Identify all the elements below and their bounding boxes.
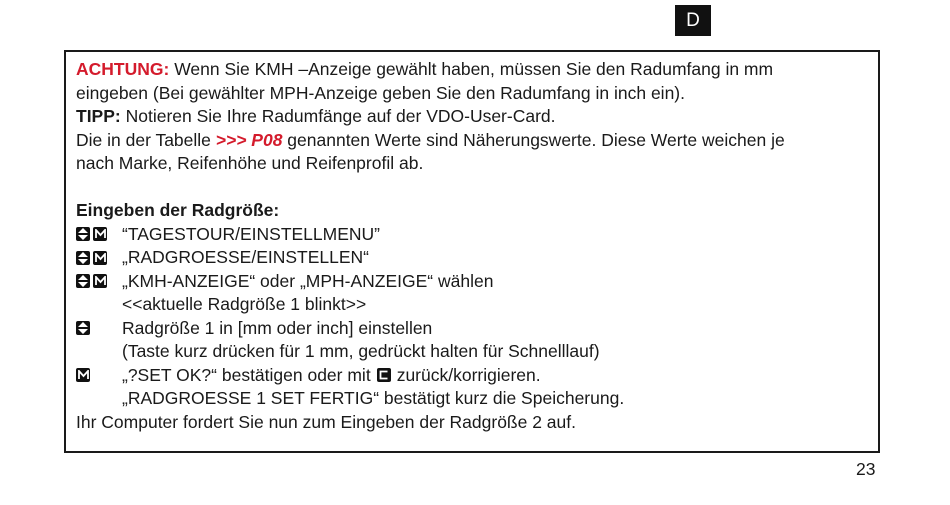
language-tab: D	[675, 5, 711, 36]
table-reference-link[interactable]: >>> P08	[215, 129, 283, 150]
back-button-icon	[377, 368, 391, 382]
step-1-icons	[76, 227, 122, 241]
mode-button-icon	[93, 251, 107, 265]
step-1-text: “TAGESTOUR/EINSTELLMENU”	[122, 223, 380, 244]
step-2-text: „RADGROESSE/EINSTELLEN“	[122, 247, 369, 267]
mode-button-icon	[93, 227, 107, 241]
table-line-2: nach Marke, Reifenhöhe und Reifenprofil ab.	[76, 153, 424, 173]
achtung-line-1	[76, 58, 876, 82]
step-5-text-after: zurück/korrigieren.	[396, 364, 541, 385]
step-2	[76, 246, 876, 270]
table-line-1	[76, 129, 876, 153]
section-heading: Eingeben der Radgröße:	[76, 200, 280, 220]
step-3-note: <<aktuelle Radgröße 1 blinkt>>	[122, 294, 367, 314]
step-4-text: Radgröße 1 in [mm oder inch] einstellen	[122, 317, 433, 338]
step-5	[76, 364, 876, 388]
step-3	[76, 270, 876, 294]
manual-content	[76, 58, 876, 434]
step-4-note: (Taste kurz drücken für 1 mm, gedrückt halten für Schnelllauf)	[122, 341, 600, 361]
table-text-before: Die in der Tabelle	[76, 129, 216, 150]
up-down-button-icon	[76, 321, 90, 335]
closing-line: Ihr Computer fordert Sie nun zum Eingeben der Radgröße 2 auf.	[76, 411, 576, 432]
step-3-icons	[76, 274, 122, 288]
up-down-button-icon	[76, 274, 90, 288]
step-5-icons	[76, 368, 122, 382]
step-4	[76, 317, 876, 341]
achtung-text-1: Wenn Sie KMH –Anzeige gewählt haben, müssen Sie den Radumfang in mm	[169, 59, 774, 79]
up-down-button-icon	[76, 251, 90, 265]
mode-button-icon	[76, 368, 90, 382]
table-text-after: genannten Werte sind Näherungswerte. Diese Werte weichen je	[282, 129, 785, 150]
tipp-text: Notieren Sie Ihre Radumfänge auf der VDO-User-Card.	[120, 106, 556, 126]
achtung-label: ACHTUNG:	[76, 59, 170, 79]
step-1	[76, 223, 876, 247]
spacer	[76, 176, 876, 200]
tipp-label: TIPP:	[76, 106, 121, 126]
step-2-icons	[76, 251, 122, 265]
mode-button-icon	[93, 274, 107, 288]
step-3-text: „KMH-ANZEIGE“ oder „MPH-ANZEIGE“ wählen	[122, 270, 494, 291]
achtung-line-2: eingeben (Bei gewählter MPH-Anzeige geben Sie den Radumfang in inch ein).	[76, 82, 685, 103]
page-number: 23	[856, 459, 876, 479]
tipp-line	[76, 105, 876, 129]
step-5-text-before: „?SET OK?“ bestätigen oder mit	[122, 364, 371, 385]
step-4-icons	[76, 321, 122, 335]
step-5-note: „RADGROESSE 1 SET FERTIG“ bestätigt kurz die Speicherung.	[122, 388, 625, 408]
up-down-button-icon	[76, 227, 90, 241]
